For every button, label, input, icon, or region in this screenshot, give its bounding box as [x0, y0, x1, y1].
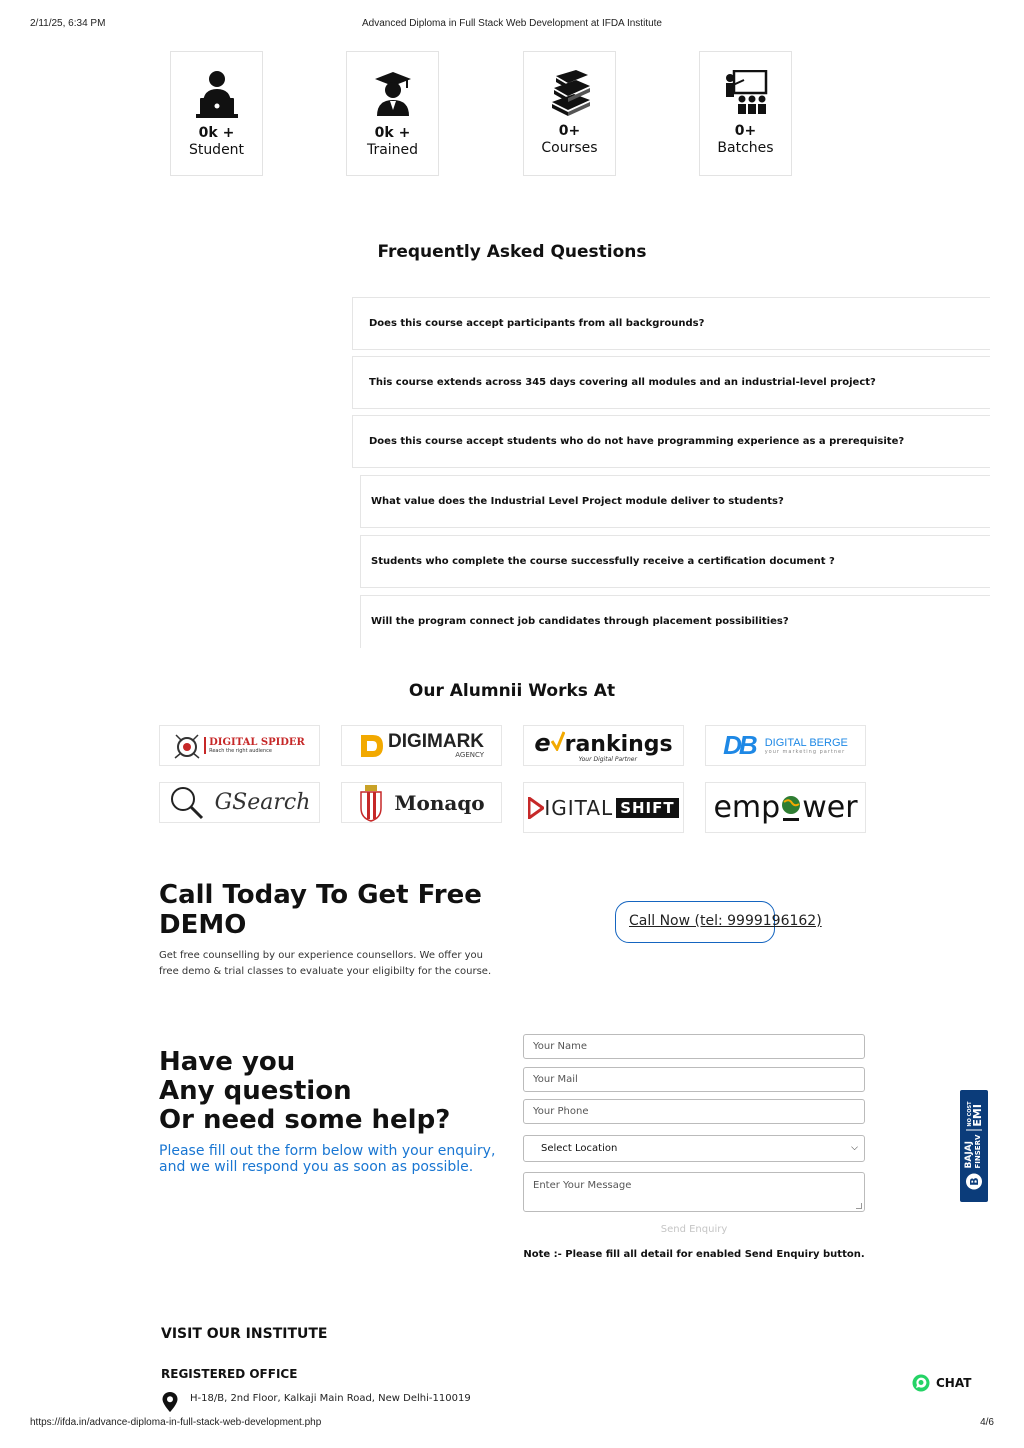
form-note: Note :- Please fill all detail for enabled Send Enquiry button.: [523, 1249, 865, 1260]
emi-badge-content: [965, 1102, 983, 1191]
logo-monaqo: [341, 782, 502, 823]
emi-brand: BAJAJ: [964, 1141, 974, 1169]
logo-brand-part: wer: [802, 790, 858, 825]
print-url: https://ifda.in/advance-diploma-in-full-stack-web-development.php: [30, 1417, 322, 1428]
student-laptop-icon: [196, 70, 238, 118]
message-placeholder: Enter Your Message: [533, 1180, 632, 1191]
logo-tagline: Reach the right audience: [209, 748, 273, 754]
email-input[interactable]: Your Mail: [523, 1067, 865, 1092]
location-select-value: Select Location: [541, 1143, 618, 1154]
logo-gsearch: [159, 782, 320, 823]
stat-value: 0+: [734, 123, 757, 139]
location-select[interactable]: [523, 1135, 865, 1162]
print-date: 2/11/25, 6:34 PM: [30, 18, 106, 29]
logo-sub: AGENCY: [455, 750, 485, 759]
chat-button[interactable]: [912, 1374, 971, 1392]
logo-tagline: your marketing partner: [764, 748, 846, 755]
faq-item[interactable]: Does this course accept students who do not have programming experience as a prerequisite?: [352, 415, 990, 468]
resize-grip-icon[interactable]: [856, 1203, 862, 1209]
logo-brand-part: emp: [713, 790, 781, 825]
emi-sub: FINSERV: [974, 1134, 982, 1169]
demo-title-line: DEMO: [159, 910, 247, 940]
chat-label: CHAT: [936, 1376, 972, 1390]
name-input[interactable]: Your Name: [523, 1034, 865, 1059]
call-now-link[interactable]: Call Now (tel: 9999196162): [629, 913, 822, 929]
stat-value: 0k +: [374, 125, 411, 141]
demo-title-line: Call Today To Get Free: [159, 880, 482, 910]
alumni-title: Our Alumnii Works At: [408, 681, 616, 701]
svg-text:B: B: [968, 1177, 981, 1186]
books-icon: [548, 70, 592, 116]
logo-tagline: Your Digital Partner: [578, 755, 637, 763]
logo-brand: rankings: [564, 731, 673, 757]
demo-text: Get free counselling by our experience counsellors. We offer you free demo & trial classes to evaluate your eligibilty for the course.: [159, 950, 492, 977]
faq-item[interactable]: What value does the Industrial Level Project module deliver to students?: [360, 475, 990, 528]
logo-brand-part: IGITAL: [544, 795, 614, 820]
stat-value: 0k +: [198, 125, 235, 141]
stat-value: 0+: [558, 123, 581, 139]
logo-brand: DIGIMARK: [387, 730, 485, 752]
faq-item[interactable]: Does this course accept participants from all backgrounds?: [352, 297, 990, 350]
spider-logo-icon: [174, 731, 200, 761]
stat-label: Courses: [541, 140, 598, 156]
phone-input[interactable]: Your Phone: [523, 1099, 865, 1124]
bajaj-emi-badge[interactable]: [960, 1090, 988, 1202]
faq-item[interactable]: Students who complete the course successfully receive a certification document ?: [360, 535, 990, 588]
whatsapp-icon: [912, 1374, 930, 1392]
demo-title: [159, 880, 519, 940]
logo-mark: DB: [723, 730, 755, 760]
logo-erankings: [523, 725, 684, 766]
bajaj-logo-icon: [965, 1173, 983, 1191]
logo-brand: Monaqo: [394, 790, 485, 815]
emi-tag: NO COST: [967, 1101, 973, 1127]
visit-title: VISIT OUR INSTITUTE: [161, 1326, 328, 1342]
crest-icon: [358, 784, 384, 822]
help-subtitle: Please fill out the form below with your enquiry, and we will respond you as soon as possible.: [159, 1143, 496, 1175]
help-title: [159, 1048, 450, 1135]
logo-brand: GSearch: [214, 790, 311, 815]
classroom-icon: [724, 70, 768, 116]
stat-label: Batches: [717, 140, 774, 156]
globe-icon: [780, 793, 802, 823]
logo-brand: DIGITAL SPIDER: [209, 737, 305, 748]
location-pin-icon: [162, 1392, 178, 1412]
logo-digital-berge: [705, 725, 866, 766]
faq-item[interactable]: This course extends across 345 days covering all modules and an industrial-level project?: [352, 356, 990, 409]
faq-item[interactable]: Will the program connect job candidates through placement possibilities?: [360, 595, 990, 648]
faq-title: Frequently Asked Questions: [377, 242, 647, 262]
help-title-line: Have you: [159, 1047, 296, 1077]
stat-card-courses: [523, 51, 616, 176]
stat-card-batches: [699, 51, 792, 176]
logo-brand: DIGITAL BERGE: [764, 736, 848, 749]
arrow-d-icon: [528, 797, 544, 819]
logo-digital-shift: [523, 782, 684, 833]
logo-empower: [705, 782, 866, 833]
stat-card-students: [170, 51, 263, 176]
graduate-icon: [373, 70, 413, 118]
office-address: H-18/B, 2nd Floor, Kalkaji Main Road, New Delhi-110019: [190, 1393, 471, 1404]
help-title-line: Or need some help?: [159, 1105, 451, 1135]
stat-card-trained: [346, 51, 439, 176]
send-enquiry-button[interactable]: Send Enquiry: [660, 1224, 728, 1235]
logo-brand-part: SHIFT: [616, 798, 678, 818]
print-page-number: 4/6: [980, 1417, 994, 1428]
message-textarea[interactable]: [523, 1172, 865, 1212]
help-title-line: Any question: [159, 1076, 352, 1106]
digimark-logo-icon: [359, 733, 385, 759]
stat-label: Trained: [366, 142, 419, 158]
print-title: Advanced Diploma in Full Stack Web Development at IFDA Institute: [362, 18, 662, 29]
registered-office-title: REGISTERED OFFICE: [161, 1367, 298, 1381]
magnifier-icon: [169, 785, 205, 821]
check-mark-icon: [551, 731, 565, 751]
logo-digimark: [341, 725, 502, 766]
logo-prefix: e: [534, 728, 551, 757]
emi-label: EMI: [971, 1104, 984, 1127]
logo-digital-spider: [159, 725, 320, 766]
stat-label: Student: [188, 142, 245, 158]
chevron-down-icon: ⌵: [851, 1143, 858, 1153]
